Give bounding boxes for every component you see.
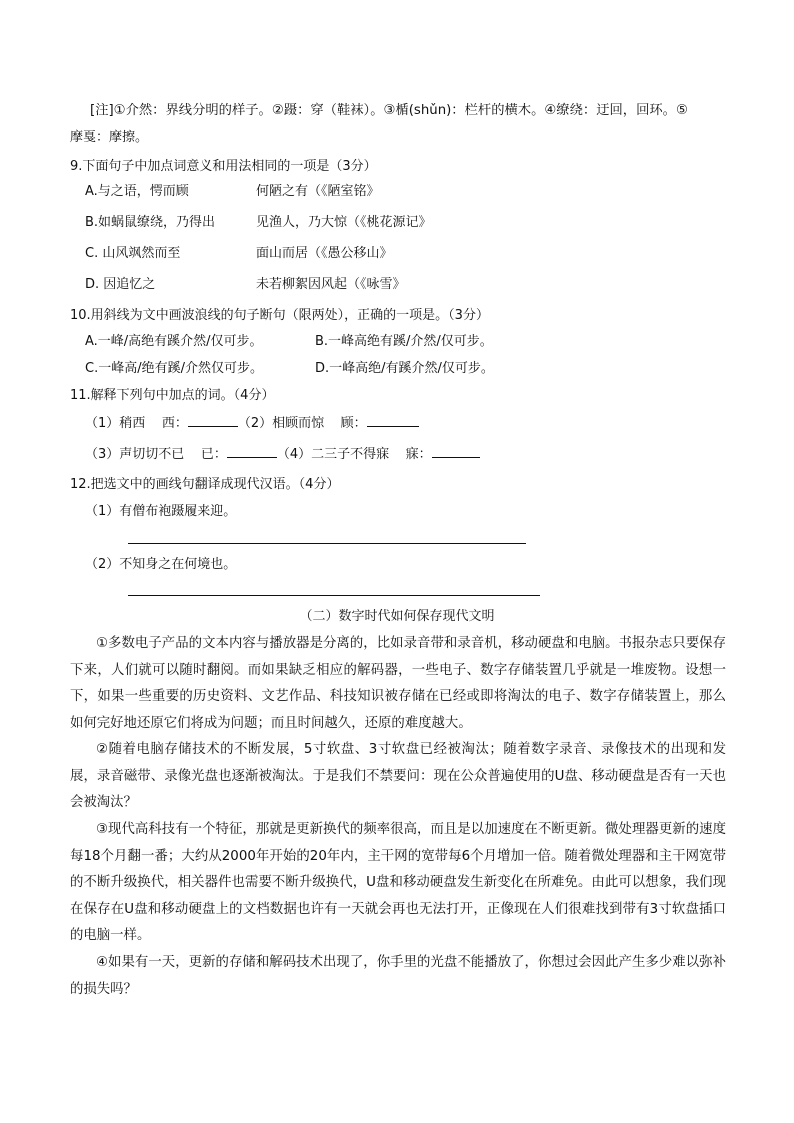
q11-item-4-phrase: 二三子不得寐 [311, 447, 390, 462]
question-11-stem: 11.解释下列句中加点的词。（4分） [70, 388, 275, 403]
paragraph-3: ③现代高科技有一个特征，那就是更新换代的频率很高，而且是以加速度在不断更新。微处理器更新的速度每18个月翻一番；大约从2000年开始的20年内，主干网的宽带每6个月增加一倍。随着微处理器和主干网宽带的不断升级换代，相关器件也需要不断升级换代，U盘和移动硬盘发生新变化在所难免。由此可以想象，我们现在保存在U盘和移动硬盘上的文档数据也许有一天就会再也无法打开，正像现在人们很难找到带有3寸软盘插口的电脑一样。 [70, 822, 726, 943]
question-9-option-d-right: 未若柳絮因风起（《咏雪》 [256, 277, 406, 292]
q11-item-2-word: 顾： [340, 416, 367, 431]
q11-item-1-phrase: 稍西 [119, 416, 146, 431]
q11-item-2-num: （2） [237, 416, 273, 431]
question-12-answer-line-1[interactable] [128, 543, 526, 544]
question-9-option-b-left: B.如蜗鼠缭绕，乃得出 [85, 215, 216, 230]
question-9-option-c-left: C. 山风飒然而至 [85, 246, 181, 261]
question-9-stem: 9.下面句子中加点词意义和用法相同的一项是（3分） [70, 159, 377, 174]
q11-item-1-blank[interactable] [188, 414, 238, 427]
q11-item-4-blank[interactable] [432, 445, 480, 458]
question-10-option-a: A.一峰/高绝有蹊介然/仅可步。 [85, 334, 263, 349]
question-9-option-c-right: 面山而居（《愚公移山》 [256, 246, 393, 261]
question-10-option-d: D.一峰高绝/有蹊介然/仅可步。 [315, 361, 494, 376]
q11-item-3-word: 已： [200, 447, 227, 462]
section-title: （二）数字时代如何保存现代文明 [299, 609, 495, 624]
q11-item-4-word: 寐： [405, 447, 432, 462]
q11-item-1-num: （1） [85, 416, 120, 431]
question-10-option-c: C.一峰高/绝有蹊/介然仅可步。 [85, 361, 263, 376]
q11-item-4-num: （4） [276, 447, 312, 462]
question-12-item-1: （1）有僧布袍蹑履来迎。 [85, 504, 237, 519]
question-12-answer-line-2[interactable] [128, 595, 540, 596]
question-9-option-d-left: D. 因追忆之 [85, 277, 156, 292]
question-11-row-1 [85, 414, 419, 433]
paragraph-2: ②随着电脑存储技术的不断发展，5寸软盘、3寸软盘已经被淘汰；随着数字录音、录像技术的出现和发展，录音磁带、录像光盘也逐渐被淘汰。于是我们不禁要问：现在公众普遍使用的U盘、移动硬盘是否有一天也会被淘汰？ [70, 742, 726, 810]
q11-item-3-num: （3） [85, 447, 120, 462]
question-10-option-b: B.一峰高绝有蹊/介然/仅可步。 [315, 334, 493, 349]
question-12-stem: 12.把选文中的画线句翻译成现代汉语。（4分） [70, 477, 340, 492]
annotation-note-line1: [注]①介然：界线分明的样子。②蹑：穿（鞋袜）。③楯(shǔn)：栏杆的横木。④缭绕：迂回，回环。⑤ [90, 103, 688, 118]
question-12-item-2: （2）不知身之在何境也。 [85, 557, 237, 572]
paragraph-4: ④如果有一天，更新的存储和解码技术出现了，你手里的光盘不能播放了，你想过会因此产生多少难以弥补的损失吗？ [70, 955, 726, 997]
q11-item-2-blank[interactable] [367, 414, 419, 427]
question-9-option-b-right: 见渔人，乃大惊（《桃花源记》 [256, 215, 432, 230]
q11-item-3-phrase: 声切切不已 [119, 447, 185, 462]
annotation-note-line2: 摩戛：摩擦。 [70, 130, 149, 145]
q11-item-2-phrase: 相顾而惊 [272, 416, 325, 431]
q11-item-1-word: 西： [161, 416, 188, 431]
paragraph-1: ①多数电子产品的文本内容与播放器是分离的，比如录音带和录音机，移动硬盘和电脑。书报杂志只要保存下来，人们就可以随时翻阅。而如果缺乏相应的解码器，一些电子、数字存储装置几乎就是一堆废物。设想一下，如果一些重要的历史资料、文艺作品、科技知识被存储在已经或即将淘汰的电子、数字存储装置上，那么如何完好地还原它们将成为问题；而且时间越久，还原的难度越大。 [70, 636, 726, 731]
q11-item-3-blank[interactable] [227, 445, 277, 458]
question-9-option-a-right: 何陋之有（《陋室铭》 [256, 184, 380, 199]
question-9-option-a-left: A.与之语，愕而顾 [85, 184, 189, 199]
question-11-row-2 [85, 445, 480, 464]
question-10-stem: 10.用斜线为文中画波浪线的句子断句（限两处），正确的一项是。（3分） [70, 308, 489, 323]
